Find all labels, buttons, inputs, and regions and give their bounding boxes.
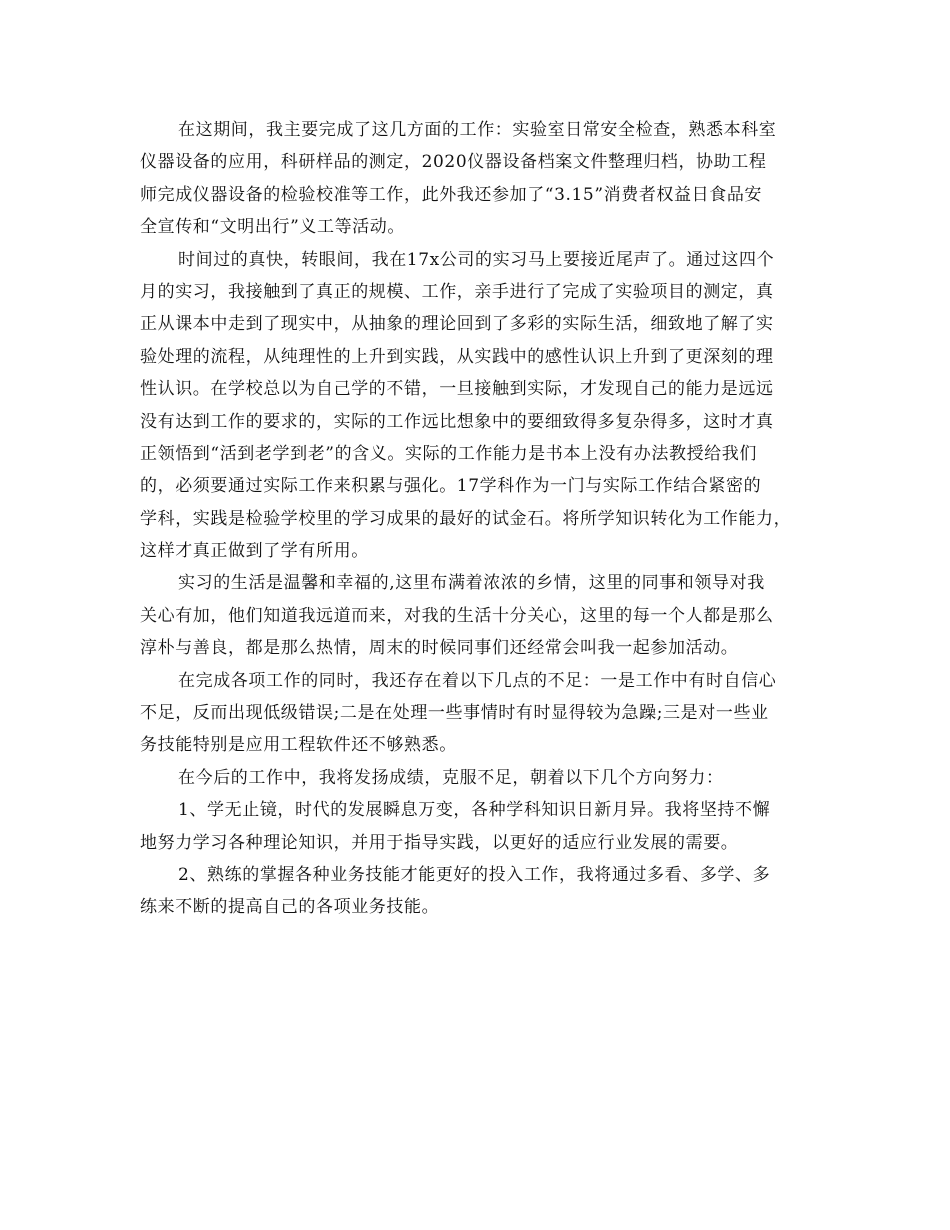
text-line: 实习的生活是温馨和幸福的,这里布满着浓浓的乡情，这里的同事和领导对我 — [178, 573, 765, 594]
text-line: 务技能特别是应用工程软件还不够熟悉。 — [140, 735, 457, 756]
text-line: 学科，实践是检验学校里的学习成果的最好的试金石。将所学知识转化为工作能力， — [140, 508, 792, 529]
list-item-line: 2、熟练的掌握各种业务技能才能更好的投入工作，我将通过多看、多学、多 — [178, 864, 771, 885]
text-line: 在这期间，我主要完成了这几方面的工作：实验室日常安全检查，熟悉本科室 — [178, 120, 777, 140]
list-item-line: 1、学无止镜，时代的发展瞬息万变，各种学科知识日新月异。我将坚持不懈 — [178, 800, 771, 821]
text-line: 在今后的工作中，我将发扬成绩，克服不足，朝着以下几个方向努力： — [178, 767, 724, 788]
text-line: 性认识。在学校总以为自己学的不错，一旦接触到实际，才发现自己的能力是远远 — [140, 379, 774, 400]
text-line: 没有达到工作的要求的，实际的工作远比想象中的要细致得多复杂得多，这时才真 — [140, 411, 774, 432]
text-line: 时间过的真快，转眼间，我在17x公司的实习马上要接近尾声了。通过这四个 — [178, 249, 775, 270]
text-line: 的，必须要通过实际工作来积累与强化。17学科作为一门与实际工作结合紧密的 — [140, 476, 762, 497]
text-line: 淳朴与善良，都是那么热情，周末的时候同事们还经常会叫我一起参加活动。 — [140, 638, 739, 659]
text-line: 师完成仪器设备的检验校准等工作，此外我还参加了“3.15”消费者权益日食品安 — [140, 184, 763, 205]
text-line: 验处理的流程，从纯理性的上升到实践，从实践中的感性认识上升到了更深刻的理 — [140, 346, 774, 367]
text-line: 仪器设备的应用，科研样品的测定，2020仪器设备档案文件整理归档，协助工程 — [140, 152, 767, 173]
text-line: 这样才真正做到了学有所用。 — [140, 541, 369, 562]
text-line: 不足，反而出现低级错误;二是在处理一些事情时有时显得较为急躁;三是对一些业 — [140, 703, 769, 724]
text-line: 关心有加，他们知道我远道而来，对我的生活十分关心，这里的每一个人都是那么 — [140, 605, 774, 626]
list-item-line: 练来不断的提高自己的各项业务技能。 — [140, 897, 440, 918]
text-line: 正领悟到“活到老学到老”的含义。实际的工作能力是书本上没有办法教授给我们 — [140, 443, 757, 464]
document-body — [140, 114, 825, 924]
text-line: 全宣传和“文明出行”义工等活动。 — [140, 217, 405, 238]
text-line: 正从课本中走到了现实中，从抽象的理论回到了多彩的实际生活，细致地了解了实 — [140, 314, 774, 335]
text-line: 月的实习，我接触到了真正的规模、工作，亲手进行了完成了实验项目的测定，真 — [140, 281, 774, 302]
list-item-line: 地努力学习各种理论知识，并用于指导实践，以更好的适应行业发展的需要。 — [140, 832, 739, 853]
text-line: 在完成各项工作的同时，我还存在着以下几点的不足：一是工作中有时自信心 — [178, 670, 777, 691]
